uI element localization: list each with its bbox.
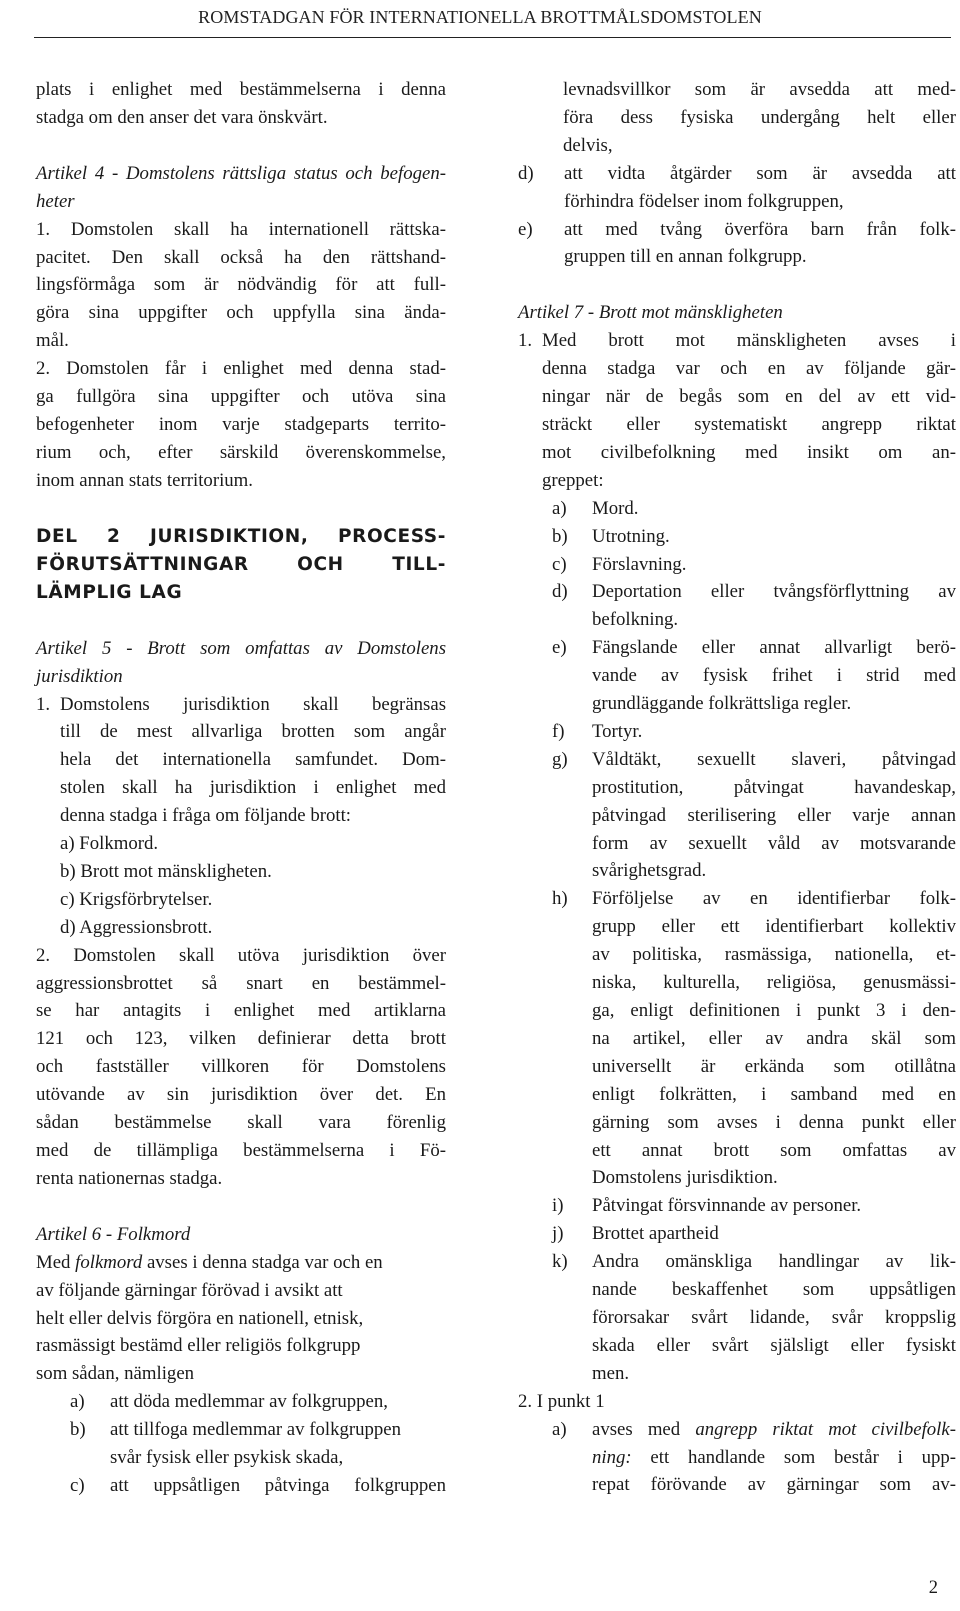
text-line [592,1444,956,1472]
text-line: grundläggande folkrättsliga regler. [592,693,852,715]
list-item [518,578,956,634]
item-text [592,885,956,1192]
right-column [518,76,956,1499]
text-line: påtvingad sterilisering eller varje annan [592,804,956,826]
text-line: befolkning. [592,609,679,631]
emphasis-term: ning: [592,1446,632,1468]
list-item [518,160,956,216]
text-line: Förslavning. [592,553,687,575]
text-line: att vidta åtgärder som är avsedda att [564,162,956,184]
text-line: inom annan stats territorium. [36,469,253,491]
text-line: prostitution, påtvingat havandeskap, [592,776,956,798]
article-5-title: Artikel 5 - Brott som omfattas av Domstolens [36,637,446,659]
item-text [592,634,956,718]
item-label: e) [552,637,567,659]
article-6-title: Artikel 6 - Folkmord [36,1223,191,1245]
numbered-paragraph [518,327,956,494]
left-column [36,76,446,1500]
paragraph-text [60,691,446,942]
item-label: e) [518,218,533,240]
item-label: a) [70,1391,85,1413]
item-label: h) [552,888,568,910]
text-line: som sådan, nämligen [36,1363,195,1385]
text-line: att med tvång överföra barn från folk- [564,218,956,240]
text-line: helt eller delvis förgöra en nationell, etnisk, [36,1307,364,1329]
text-line: svårighetsgrad. [592,860,707,882]
text-line: gärning som avses i denna punkt eller [592,1111,956,1133]
text-line: sträckt eller systematiskt angrepp riktat [542,413,956,435]
item-label: a) [552,1418,567,1440]
text-line: Fängslande eller annat allvarligt berö- [592,637,956,659]
item-text [592,551,956,579]
text-line: svår fysisk eller psykisk skada, [110,1447,344,1469]
part-heading: FÖRUTSÄTTNINGAR OCH TILL- [36,553,446,575]
text-line: pacitet. Den skall också ha den rättshand- [36,246,446,268]
text-line: stadga om den anser det vara önskvärt. [36,106,328,128]
text-line: Våldtäkt, sexuellt slaveri, påtvingad [592,748,956,770]
item-label: j) [552,1223,564,1245]
text-line: greppet: [542,469,604,491]
text-line: universellt är erkända som otillåtna [592,1055,956,1077]
item-label: b) [70,1419,86,1441]
text-line [36,1249,446,1277]
text-line: föra dess fysiska undergång helt eller [563,106,956,128]
text-run: avses i denna stadga var och en [142,1251,383,1273]
item-label: c) [552,553,567,575]
text-line: 2. Domstolen får i enlighet med denna stad- [36,358,446,380]
text-line: till de mest allvarliga brotten som angår [60,721,446,743]
text-line: förorsakar svårt lidande, svår kroppslig [592,1306,956,1328]
text-line: mål. [36,330,69,352]
item-label: d) [518,162,534,184]
spacer [36,495,446,523]
list-item [518,1248,956,1388]
item-text [592,718,956,746]
page-number: 2 [928,1578,938,1598]
text-line: levnadsvillkor som är avsedda att med- [563,79,956,100]
text-run: avses med [592,1418,696,1440]
text-line: Med brott mot mänskligheten avses i [542,330,956,352]
list-item [518,746,956,886]
item-text [592,578,956,634]
text-line: men. [592,1362,630,1384]
emphasis-term: folkmord [75,1251,143,1273]
article-5-title: jurisdiktion [36,665,123,687]
text-line: att döda medlemmar av folkgruppen, [110,1391,388,1413]
article-4-title: heter [36,190,75,212]
header-rule [34,37,951,38]
text-line: Andra omänskliga handlingar av lik- [592,1251,956,1273]
text-line: Påtvingat försvinnande av personer. [592,1195,862,1217]
item-text [592,1220,956,1248]
item-text [592,523,956,551]
text-line: med de tillämpliga bestämmelserna i Fö- [36,1140,446,1161]
text-line: denna stadga i fråga om följande brott: [60,805,352,827]
text-line: nande beskaffenhet som uppsåtligen [592,1279,956,1301]
list-item [36,1388,446,1416]
list-item [36,1472,446,1500]
list-item [518,885,956,1192]
item-label: c) [70,1474,85,1496]
text-line: ett annat brott som omfattas av [592,1139,956,1161]
list-item [518,1220,956,1248]
text-line: Deportation eller tvångsförflyttning av [592,581,956,603]
text-line: skada eller svårt själsligt eller fysiskt [592,1334,956,1356]
item-text [592,1192,956,1220]
text-line: göra sina uppgifter och uppfylla sina ända- [36,302,446,324]
text-line: lingsförmåga som är nödvändig för att full- [36,274,446,296]
text-line: enligt folkrätten, i samband med en [592,1083,956,1105]
text-line: mot civilbefolkning med insikt om an- [542,441,956,463]
text-line: delvis, [563,134,613,156]
numbered-paragraph [36,691,446,942]
text-line: Förföljelse av en identifierbar folk- [592,888,956,910]
list-item [518,1192,956,1220]
spacer [36,1193,446,1221]
item-text [110,1472,446,1500]
text-line: av politiska, rasmässiga, nationella, et- [592,944,956,966]
text-line: att uppsåtligen påtvinga folkgruppen [110,1474,446,1496]
list-item: d) Aggressionsbrott. [60,916,213,938]
paragraph-text [542,327,956,494]
text-line: utövande av sin jurisdiktion över det. En [36,1084,446,1106]
running-header [0,0,960,34]
spacer [36,132,446,160]
text-line: niska, kulturella, religiösa, genusmässi- [592,972,956,994]
text-line: ningar när de begås som en del av ett vid- [542,386,956,408]
list-item [518,523,956,551]
text-line: 121 och 123, vilken definierar detta brott [36,1028,446,1050]
list-item [518,216,956,272]
list-item: b) Brott mot mänskligheten. [60,860,272,882]
item-text [592,1416,956,1500]
text-line: att tillfoga medlemmar av folkgruppen [110,1419,402,1441]
running-header-title: ROMSTADGAN FÖR INTERNATIONELLA BROTTMÅLSDOMSTOLEN [198,7,762,27]
list-item [518,551,956,579]
list-item: c) Krigsförbrytelser. [60,888,213,910]
text-line: renta nationernas stadga. [36,1167,223,1189]
text-line: stolen skall ha jurisdiktion i enlighet med [60,777,446,799]
part-heading: DEL 2 JURISDIKTION, PROCESS- [36,525,446,547]
text-line: 2. I punkt 1 [518,1390,605,1412]
text-run: ett handlande som består i upp- [631,1446,956,1468]
item-text [592,1248,956,1388]
article-7-title: Artikel 7 - Brott mot mänskligheten [518,302,783,324]
text-line: ga, enligt definitionen i punkt 3 i den- [592,1000,956,1021]
article-7-items [518,495,956,1388]
paragraph-number: 1. [36,693,51,715]
item-text [564,216,956,272]
list-item [518,1416,956,1500]
list-item [518,634,956,718]
text-line: plats i enlighet med bestämmelserna i denna [36,79,446,100]
list-item [518,495,956,523]
text-line: grupp eller ett identifierbart kollektiv [592,916,956,938]
list-item [518,718,956,746]
text-line: na artikel, eller av andra skäl som [592,1027,956,1049]
item-text [110,1416,446,1472]
text-line: gruppen till en annan folkgrupp. [564,246,807,268]
continued-item [518,76,956,160]
text-line: rium och, efter särskild överenskommelse, [36,441,446,463]
item-label: f) [552,720,565,742]
text-line: Brottet apartheid [592,1223,719,1245]
list-item [36,1416,446,1472]
item-label: k) [552,1251,568,1273]
item-label: a) [552,497,567,519]
text-line: hela det internationella samfundet. Dom- [60,749,446,771]
text-line: 1. Domstolen skall ha internationell rättska- [36,218,446,240]
text-line: se har antagits i enlighet med artiklarna [36,1000,446,1022]
text-line [592,1416,956,1444]
part-heading: LÄMPLIG LAG [36,581,183,603]
item-text [564,160,956,216]
text-line: Domstolens jurisdiktion skall begränsas [60,693,446,715]
item-text [592,495,956,523]
list-item: a) Folkmord. [60,833,159,855]
text-line: rasmässigt bestämd eller religiös folkgrupp [36,1335,361,1357]
text-line: Domstolens jurisdiktion. [592,1167,778,1189]
text-line: och fastställer villkoren för Domstolens [36,1056,446,1078]
item-label: g) [552,748,568,770]
item-text [110,1388,446,1416]
article-4-title: Artikel 4 - Domstolens rättsliga status och befogen- [36,162,446,184]
text-line: Mord. [592,497,639,519]
text-line: av följande gärningar förövad i avsikt att [36,1279,343,1301]
text-line: form av sexuellt våld av motsvarande [592,832,956,854]
text-line: ga fullgöra sina uppgifter och utöva sina [36,386,446,408]
text-line: Tortyr. [592,720,643,742]
spacer [36,607,446,635]
item-label: b) [552,525,568,547]
text-line: 2. Domstolen skall utöva jurisdiktion över [36,944,446,966]
item-label: i) [552,1195,564,1217]
text-line: befogenheter inom varje stadgeparts territo- [36,413,446,435]
paragraph-number: 1. [518,330,533,352]
text-line: vande av fysisk frihet i strid med [592,665,956,687]
text-line: aggressionsbrottet så snart en bestämmel- [36,972,446,994]
text-line: sådan bestämmelse skall vara förenlig [36,1112,446,1134]
text-line: denna stadga var och en av följande gär- [542,358,956,380]
text-line: repat förövande av gärningar som av- [592,1474,956,1496]
item-label: d) [552,581,568,603]
text-line: Utrotning. [592,525,670,547]
emphasis-term: angrepp riktat mot civilbefolk- [695,1418,956,1440]
item-text [592,746,956,886]
text-line: förhindra födelser inom folkgruppen, [564,190,844,212]
spacer [518,271,956,299]
text-run: Med [36,1251,76,1273]
